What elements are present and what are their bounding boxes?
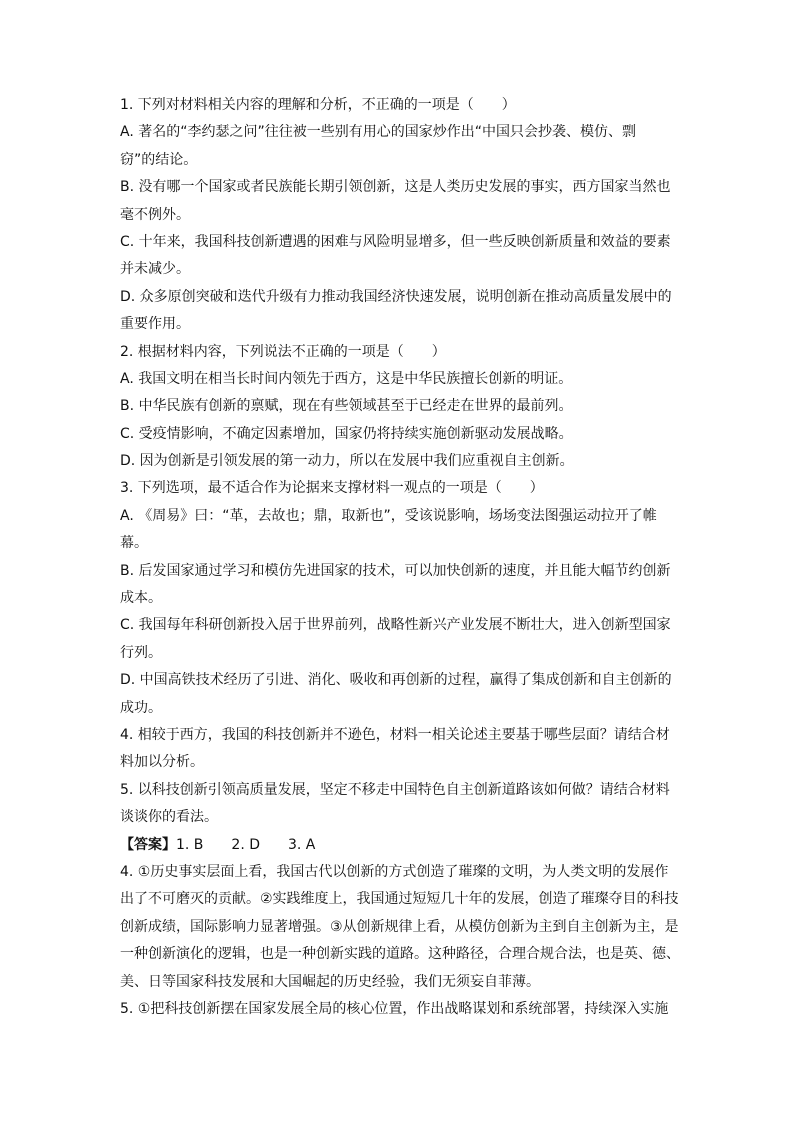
answer-explanation-line: 4. ①历史事实层面上看，我国古代以创新的方式创造了璀璨的文明，为人类文明的发展作 bbox=[120, 863, 669, 880]
question-line: 幕。 bbox=[120, 535, 148, 552]
answer-choices: 1. B 2. D 3. A bbox=[176, 836, 316, 853]
question-line: 1. 下列对材料相关内容的理解和分析，不正确的一项是（ ） bbox=[120, 97, 516, 113]
answer-line bbox=[120, 832, 680, 859]
answer-tag: 【答案】 bbox=[120, 836, 176, 853]
question-line: 重要作用。 bbox=[120, 316, 190, 333]
document-page bbox=[120, 92, 680, 1023]
question-line: B. 中华民族有创新的禀赋，现在有些领域甚至于已经走在世界的最前列。 bbox=[120, 398, 573, 415]
question-line: D. 众多原创突破和迭代升级有力推动我国经济快速发展，说明创新在推动高质量发展中的 bbox=[120, 288, 672, 305]
answer-explanation-line: 美、日等国家科技发展和大国崛起的历史经验，我们无须妄自菲薄。 bbox=[120, 973, 540, 990]
question-line: 行列。 bbox=[120, 644, 162, 661]
question-line: A. 《周易》曰：“革，去故也；鼎，取新也”，受该说影响，场场变法图强运动拉开了帷 bbox=[120, 507, 657, 524]
question-line: 料加以分析。 bbox=[120, 754, 204, 771]
question-line: 3. 下列选项，最不适合作为论据来支撑材料一观点的一项是（ ） bbox=[120, 480, 544, 497]
question-line: B. 后发国家通过学习和模仿先进国家的技术，可以加快创新的速度，并且能大幅节约创新 bbox=[120, 562, 671, 579]
answer-explanation-line: 一种创新演化的逻辑，也是一种创新实践的道路。这种路径，合理合规合法，也是英、德、 bbox=[120, 946, 680, 963]
question-line: 毫不例外。 bbox=[120, 206, 190, 223]
answer-explanation-line: 创新成绩，国际影响力显著增强。③从创新规律上看，从模仿创新为主到自主创新为主，是 bbox=[120, 918, 679, 935]
question-line: A. 我国文明在相当长时间内领先于西方，这是中华民族擅长创新的明证。 bbox=[120, 370, 573, 387]
question-line: 2. 根据材料内容，下列说法不正确的一项是（ ） bbox=[120, 343, 446, 360]
question-line: 谈谈你的看法。 bbox=[120, 809, 218, 826]
answer-explanation-line: 出了不可磨灭的贡献。②实践维度上，我国通过短短几十年的发展，创造了璀璨夺目的科技 bbox=[120, 891, 679, 908]
question-line: 4. 相较于西方，我国的科技创新并不逊色，材料一相关论述主要基于哪些层面？请结合材 bbox=[120, 726, 670, 743]
question-line: 成功。 bbox=[120, 699, 162, 716]
question-line: D. 中国高铁技术经历了引进、消化、吸收和再创新的过程，赢得了集成创新和自主创新的 bbox=[120, 672, 672, 689]
question-line: B. 没有哪一个国家或者民族能长期引领创新，这是人类历史发展的事实，西方国家当然也 bbox=[120, 179, 671, 196]
answer-explanation-line: 5. ①把科技创新摆在国家发展全局的核心位置，作出战略谋划和系统部署，持续深入实施 bbox=[120, 1000, 669, 1017]
question-line: 并未减少。 bbox=[120, 261, 190, 278]
question-line: C. 我国每年科研创新投入居于世界前列，战略性新兴产业发展不断壮大，进入创新型国家 bbox=[120, 617, 671, 634]
question-line: 成本。 bbox=[120, 590, 162, 607]
question-line: 5. 以科技创新引领高质量发展，坚定不移走中国特色自主创新道路该如何做？请结合材料 bbox=[120, 781, 670, 798]
question-line: C. 受疫情影响，不确定因素增加，国家仍将持续实施创新驱动发展战略。 bbox=[120, 425, 573, 442]
question-line: A. 著名的“李约瑟之问”往往被一些别有用心的国家炒作出“中国只会抄袭、模仿、剽 bbox=[120, 124, 636, 141]
question-line: C. 十年来，我国科技创新遭遇的困难与风险明显增多，但一些反映创新质量和效益的要素 bbox=[120, 233, 671, 250]
question-line: D. 因为创新是引领发展的第一动力，所以在发展中我们应重视自主创新。 bbox=[120, 453, 574, 470]
question-line: 窃”的结论。 bbox=[120, 151, 198, 168]
